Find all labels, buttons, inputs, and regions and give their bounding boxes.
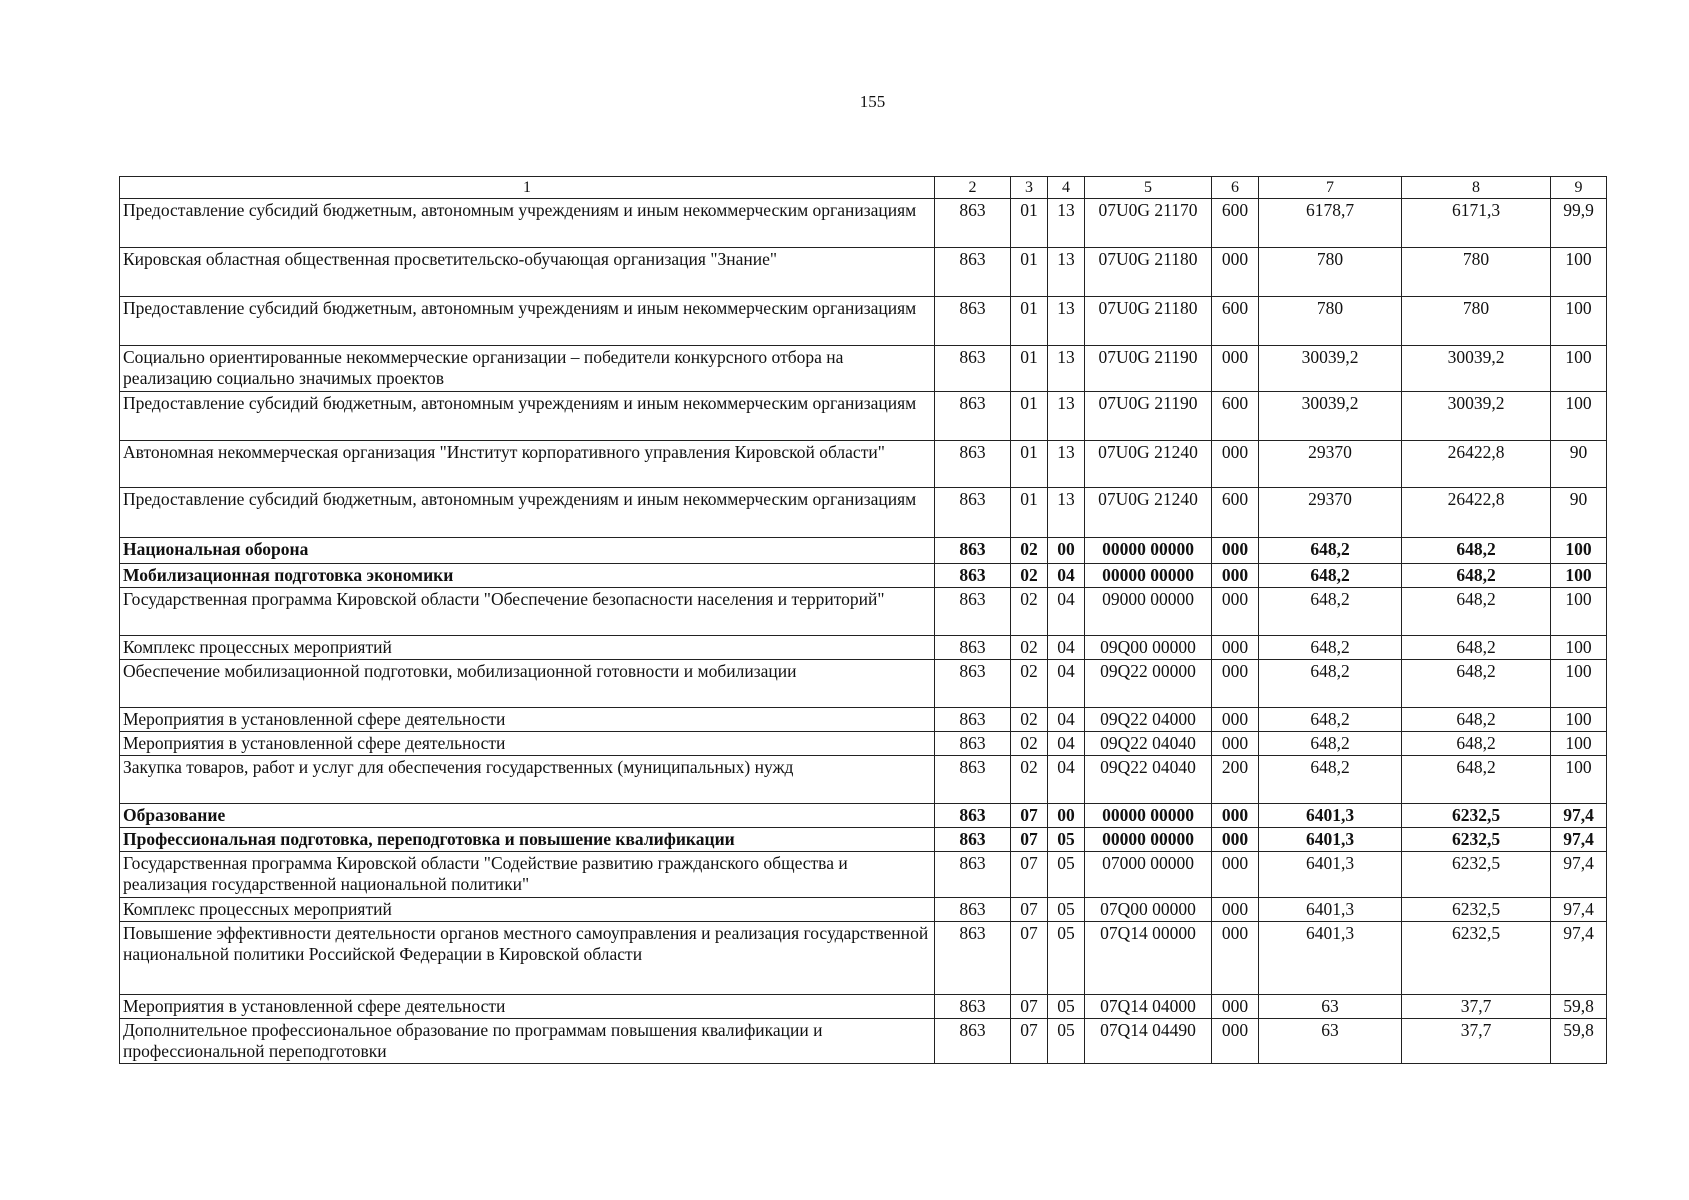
executed-amount-cell: 6171,3 — [1402, 199, 1551, 248]
table-row — [120, 898, 1607, 922]
executed-amount-cell: 648,2 — [1402, 636, 1551, 660]
item-name-cell: Государственная программа Кировской области "Содействие развитию гражданского общества и реализация государственной национальной политики" — [120, 852, 935, 898]
executed-amount-cell: 6232,5 — [1402, 898, 1551, 922]
expense-type-cell: 000 — [1212, 828, 1259, 852]
executed-amount-cell: 648,2 — [1402, 756, 1551, 804]
expense-type-cell: 000 — [1212, 248, 1259, 297]
executed-amount-cell: 26422,8 — [1402, 441, 1551, 488]
subsection-code-cell: 13 — [1048, 199, 1085, 248]
subsection-code-cell: 13 — [1048, 488, 1085, 538]
subsection-code-cell: 04 — [1048, 636, 1085, 660]
section-code-cell: 02 — [1011, 538, 1048, 564]
planned-amount-cell: 63 — [1259, 1019, 1402, 1064]
expense-type-cell: 000 — [1212, 804, 1259, 828]
executed-amount-cell: 780 — [1402, 297, 1551, 346]
percent-cell: 59,8 — [1551, 1019, 1607, 1064]
section-code-cell: 01 — [1011, 199, 1048, 248]
column-header: 2 — [935, 177, 1011, 199]
subsection-code-cell: 00 — [1048, 804, 1085, 828]
executed-amount-cell: 6232,5 — [1402, 828, 1551, 852]
item-name-cell: Комплекс процессных мероприятий — [120, 636, 935, 660]
ministry-code-cell: 863 — [935, 995, 1011, 1019]
table-row — [120, 804, 1607, 828]
section-code-cell: 07 — [1011, 804, 1048, 828]
percent-cell: 100 — [1551, 732, 1607, 756]
expense-type-cell: 000 — [1212, 588, 1259, 636]
table-row — [120, 660, 1607, 708]
target-article-cell: 09Q22 04040 — [1085, 732, 1212, 756]
planned-amount-cell: 30039,2 — [1259, 346, 1402, 392]
section-code-cell: 07 — [1011, 898, 1048, 922]
subsection-code-cell: 05 — [1048, 1019, 1085, 1064]
expense-type-cell: 000 — [1212, 564, 1259, 588]
percent-cell: 100 — [1551, 392, 1607, 441]
item-name-cell: Образование — [120, 804, 935, 828]
table-row — [120, 828, 1607, 852]
percent-cell: 97,4 — [1551, 852, 1607, 898]
table-row — [120, 732, 1607, 756]
ministry-code-cell: 863 — [935, 488, 1011, 538]
section-code-cell: 02 — [1011, 564, 1048, 588]
target-article-cell: 07Q14 04490 — [1085, 1019, 1212, 1064]
planned-amount-cell: 6178,7 — [1259, 199, 1402, 248]
executed-amount-cell: 30039,2 — [1402, 346, 1551, 392]
planned-amount-cell: 29370 — [1259, 441, 1402, 488]
expense-type-cell: 600 — [1212, 488, 1259, 538]
target-article-cell: 09Q22 00000 — [1085, 660, 1212, 708]
ministry-code-cell: 863 — [935, 346, 1011, 392]
item-name-cell: Комплекс процессных мероприятий — [120, 898, 935, 922]
subsection-code-cell: 04 — [1048, 708, 1085, 732]
planned-amount-cell: 6401,3 — [1259, 852, 1402, 898]
subsection-code-cell: 04 — [1048, 756, 1085, 804]
table-row — [120, 564, 1607, 588]
table-row — [120, 488, 1607, 538]
item-name-cell: Закупка товаров, работ и услуг для обеспечения государственных (муниципальных) нужд — [120, 756, 935, 804]
executed-amount-cell: 648,2 — [1402, 708, 1551, 732]
subsection-code-cell: 13 — [1048, 441, 1085, 488]
table-row — [120, 1019, 1607, 1064]
table-header-row — [120, 177, 1607, 199]
percent-cell: 59,8 — [1551, 995, 1607, 1019]
column-header: 4 — [1048, 177, 1085, 199]
percent-cell: 97,4 — [1551, 828, 1607, 852]
percent-cell: 100 — [1551, 756, 1607, 804]
executed-amount-cell: 648,2 — [1402, 660, 1551, 708]
executed-amount-cell: 648,2 — [1402, 564, 1551, 588]
item-name-cell: Дополнительное профессиональное образование по программам повышения квалификации и профессиональной переподготовки — [120, 1019, 935, 1064]
target-article-cell: 07000 00000 — [1085, 852, 1212, 898]
percent-cell: 90 — [1551, 441, 1607, 488]
table-row — [120, 922, 1607, 995]
item-name-cell: Мероприятия в установленной сфере деятельности — [120, 732, 935, 756]
planned-amount-cell: 6401,3 — [1259, 828, 1402, 852]
percent-cell: 100 — [1551, 636, 1607, 660]
executed-amount-cell: 30039,2 — [1402, 392, 1551, 441]
item-name-cell: Национальная оборона — [120, 538, 935, 564]
expense-type-cell: 000 — [1212, 922, 1259, 995]
ministry-code-cell: 863 — [935, 708, 1011, 732]
table-row — [120, 248, 1607, 297]
ministry-code-cell: 863 — [935, 660, 1011, 708]
target-article-cell: 07Q14 04000 — [1085, 995, 1212, 1019]
planned-amount-cell: 648,2 — [1259, 564, 1402, 588]
section-code-cell: 02 — [1011, 588, 1048, 636]
section-code-cell: 01 — [1011, 392, 1048, 441]
section-code-cell: 02 — [1011, 756, 1048, 804]
subsection-code-cell: 13 — [1048, 392, 1085, 441]
ministry-code-cell: 863 — [935, 756, 1011, 804]
target-article-cell: 09Q22 04040 — [1085, 756, 1212, 804]
percent-cell: 100 — [1551, 538, 1607, 564]
expense-type-cell: 000 — [1212, 346, 1259, 392]
planned-amount-cell: 648,2 — [1259, 756, 1402, 804]
subsection-code-cell: 05 — [1048, 995, 1085, 1019]
subsection-code-cell: 05 — [1048, 828, 1085, 852]
subsection-code-cell: 13 — [1048, 248, 1085, 297]
item-name-cell: Предоставление субсидий бюджетным, автономным учреждениям и иным некоммерческим организациям — [120, 488, 935, 538]
target-article-cell: 07Q14 00000 — [1085, 922, 1212, 995]
ministry-code-cell: 863 — [935, 538, 1011, 564]
target-article-cell: 07U0G 21180 — [1085, 248, 1212, 297]
ministry-code-cell: 863 — [935, 1019, 1011, 1064]
ministry-code-cell: 863 — [935, 922, 1011, 995]
item-name-cell: Государственная программа Кировской области "Обеспечение безопасности населения и территорий" — [120, 588, 935, 636]
subsection-code-cell: 04 — [1048, 564, 1085, 588]
ministry-code-cell: 863 — [935, 804, 1011, 828]
section-code-cell: 02 — [1011, 708, 1048, 732]
table-row — [120, 995, 1607, 1019]
page-number: 155 — [859, 92, 886, 111]
table-row — [120, 441, 1607, 488]
expense-type-cell: 000 — [1212, 660, 1259, 708]
target-article-cell: 00000 00000 — [1085, 804, 1212, 828]
target-article-cell: 07U0G 21180 — [1085, 297, 1212, 346]
target-article-cell: 00000 00000 — [1085, 538, 1212, 564]
executed-amount-cell: 6232,5 — [1402, 852, 1551, 898]
table-row — [120, 297, 1607, 346]
planned-amount-cell: 648,2 — [1259, 660, 1402, 708]
planned-amount-cell: 63 — [1259, 995, 1402, 1019]
expense-type-cell: 200 — [1212, 756, 1259, 804]
table-row — [120, 708, 1607, 732]
section-code-cell: 02 — [1011, 660, 1048, 708]
target-article-cell: 07U0G 21240 — [1085, 441, 1212, 488]
target-article-cell: 09Q22 04000 — [1085, 708, 1212, 732]
ministry-code-cell: 863 — [935, 392, 1011, 441]
table-row — [120, 756, 1607, 804]
percent-cell: 97,4 — [1551, 898, 1607, 922]
item-name-cell: Кировская областная общественная просветительско-обучающая организация "Знание" — [120, 248, 935, 297]
section-code-cell: 02 — [1011, 732, 1048, 756]
planned-amount-cell: 780 — [1259, 297, 1402, 346]
section-code-cell: 02 — [1011, 636, 1048, 660]
executed-amount-cell: 780 — [1402, 248, 1551, 297]
item-name-cell: Социально ориентированные некоммерческие организации – победители конкурсного отбора на реализацию социально значимых проектов — [120, 346, 935, 392]
item-name-cell: Автономная некоммерческая организация "Институт корпоративного управления Кировской области" — [120, 441, 935, 488]
executed-amount-cell: 648,2 — [1402, 538, 1551, 564]
column-header: 7 — [1259, 177, 1402, 199]
planned-amount-cell: 6401,3 — [1259, 804, 1402, 828]
ministry-code-cell: 863 — [935, 898, 1011, 922]
expense-type-cell: 000 — [1212, 1019, 1259, 1064]
item-name-cell: Профессиональная подготовка, переподготовка и повышение квалификации — [120, 828, 935, 852]
target-article-cell: 07Q00 00000 — [1085, 898, 1212, 922]
ministry-code-cell: 863 — [935, 441, 1011, 488]
table-row — [120, 346, 1607, 392]
percent-cell: 97,4 — [1551, 804, 1607, 828]
percent-cell: 100 — [1551, 346, 1607, 392]
planned-amount-cell: 6401,3 — [1259, 898, 1402, 922]
budget-table — [119, 176, 1607, 1064]
target-article-cell: 00000 00000 — [1085, 564, 1212, 588]
percent-cell: 100 — [1551, 588, 1607, 636]
subsection-code-cell: 05 — [1048, 852, 1085, 898]
section-code-cell: 01 — [1011, 441, 1048, 488]
table-row — [120, 392, 1607, 441]
percent-cell: 100 — [1551, 297, 1607, 346]
subsection-code-cell: 04 — [1048, 732, 1085, 756]
target-article-cell: 09Q00 00000 — [1085, 636, 1212, 660]
percent-cell: 97,4 — [1551, 922, 1607, 995]
planned-amount-cell: 648,2 — [1259, 732, 1402, 756]
table-row — [120, 199, 1607, 248]
column-header: 6 — [1212, 177, 1259, 199]
expense-type-cell: 600 — [1212, 199, 1259, 248]
table-row — [120, 852, 1607, 898]
executed-amount-cell: 6232,5 — [1402, 804, 1551, 828]
expense-type-cell: 000 — [1212, 441, 1259, 488]
planned-amount-cell: 648,2 — [1259, 708, 1402, 732]
section-code-cell: 07 — [1011, 852, 1048, 898]
table-row — [120, 588, 1607, 636]
subsection-code-cell: 04 — [1048, 588, 1085, 636]
item-name-cell: Повышение эффективности деятельности органов местного самоуправления и реализация государственной национальной политики Российской Федерации в Кировской области — [120, 922, 935, 995]
target-article-cell: 09000 00000 — [1085, 588, 1212, 636]
ministry-code-cell: 863 — [935, 297, 1011, 346]
ministry-code-cell: 863 — [935, 564, 1011, 588]
item-name-cell: Мероприятия в установленной сфере деятельности — [120, 995, 935, 1019]
expense-type-cell: 600 — [1212, 392, 1259, 441]
expense-type-cell: 000 — [1212, 852, 1259, 898]
subsection-code-cell: 13 — [1048, 346, 1085, 392]
section-code-cell: 01 — [1011, 346, 1048, 392]
subsection-code-cell: 00 — [1048, 538, 1085, 564]
target-article-cell: 07U0G 21240 — [1085, 488, 1212, 538]
table-body — [120, 199, 1607, 1064]
expense-type-cell: 000 — [1212, 995, 1259, 1019]
column-header: 5 — [1085, 177, 1212, 199]
executed-amount-cell: 648,2 — [1402, 588, 1551, 636]
ministry-code-cell: 863 — [935, 248, 1011, 297]
item-name-cell: Предоставление субсидий бюджетным, автономным учреждениям и иным некоммерческим организациям — [120, 297, 935, 346]
ministry-code-cell: 863 — [935, 828, 1011, 852]
column-header: 8 — [1402, 177, 1551, 199]
planned-amount-cell: 29370 — [1259, 488, 1402, 538]
table-row — [120, 636, 1607, 660]
planned-amount-cell: 648,2 — [1259, 636, 1402, 660]
section-code-cell: 07 — [1011, 995, 1048, 1019]
target-article-cell: 07U0G 21170 — [1085, 199, 1212, 248]
section-code-cell: 07 — [1011, 1019, 1048, 1064]
item-name-cell: Обеспечение мобилизационной подготовки, мобилизационной готовности и мобилизации — [120, 660, 935, 708]
executed-amount-cell: 37,7 — [1402, 1019, 1551, 1064]
executed-amount-cell: 37,7 — [1402, 995, 1551, 1019]
subsection-code-cell: 04 — [1048, 660, 1085, 708]
column-header: 3 — [1011, 177, 1048, 199]
executed-amount-cell: 26422,8 — [1402, 488, 1551, 538]
column-header: 9 — [1551, 177, 1607, 199]
percent-cell: 100 — [1551, 564, 1607, 588]
table-row — [120, 538, 1607, 564]
subsection-code-cell: 05 — [1048, 922, 1085, 995]
subsection-code-cell: 05 — [1048, 898, 1085, 922]
ministry-code-cell: 863 — [935, 732, 1011, 756]
ministry-code-cell: 863 — [935, 852, 1011, 898]
executed-amount-cell: 648,2 — [1402, 732, 1551, 756]
section-code-cell: 07 — [1011, 828, 1048, 852]
percent-cell: 100 — [1551, 660, 1607, 708]
expense-type-cell: 000 — [1212, 732, 1259, 756]
section-code-cell: 01 — [1011, 297, 1048, 346]
item-name-cell: Мобилизационная подготовка экономики — [120, 564, 935, 588]
expense-type-cell: 000 — [1212, 898, 1259, 922]
target-article-cell: 07U0G 21190 — [1085, 346, 1212, 392]
planned-amount-cell: 30039,2 — [1259, 392, 1402, 441]
ministry-code-cell: 863 — [935, 636, 1011, 660]
item-name-cell: Предоставление субсидий бюджетным, автономным учреждениям и иным некоммерческим организациям — [120, 199, 935, 248]
executed-amount-cell: 6232,5 — [1402, 922, 1551, 995]
target-article-cell: 07U0G 21190 — [1085, 392, 1212, 441]
section-code-cell: 01 — [1011, 248, 1048, 297]
expense-type-cell: 000 — [1212, 636, 1259, 660]
planned-amount-cell: 648,2 — [1259, 538, 1402, 564]
expense-type-cell: 600 — [1212, 297, 1259, 346]
expense-type-cell: 000 — [1212, 708, 1259, 732]
expense-type-cell: 000 — [1212, 538, 1259, 564]
planned-amount-cell: 6401,3 — [1259, 922, 1402, 995]
percent-cell: 100 — [1551, 708, 1607, 732]
ministry-code-cell: 863 — [935, 199, 1011, 248]
percent-cell: 99,9 — [1551, 199, 1607, 248]
item-name-cell: Мероприятия в установленной сфере деятельности — [120, 708, 935, 732]
column-header: 1 — [120, 177, 935, 199]
percent-cell: 100 — [1551, 248, 1607, 297]
item-name-cell: Предоставление субсидий бюджетным, автономным учреждениям и иным некоммерческим организациям — [120, 392, 935, 441]
section-code-cell: 01 — [1011, 488, 1048, 538]
ministry-code-cell: 863 — [935, 588, 1011, 636]
section-code-cell: 07 — [1011, 922, 1048, 995]
target-article-cell: 00000 00000 — [1085, 828, 1212, 852]
planned-amount-cell: 780 — [1259, 248, 1402, 297]
subsection-code-cell: 13 — [1048, 297, 1085, 346]
planned-amount-cell: 648,2 — [1259, 588, 1402, 636]
percent-cell: 90 — [1551, 488, 1607, 538]
